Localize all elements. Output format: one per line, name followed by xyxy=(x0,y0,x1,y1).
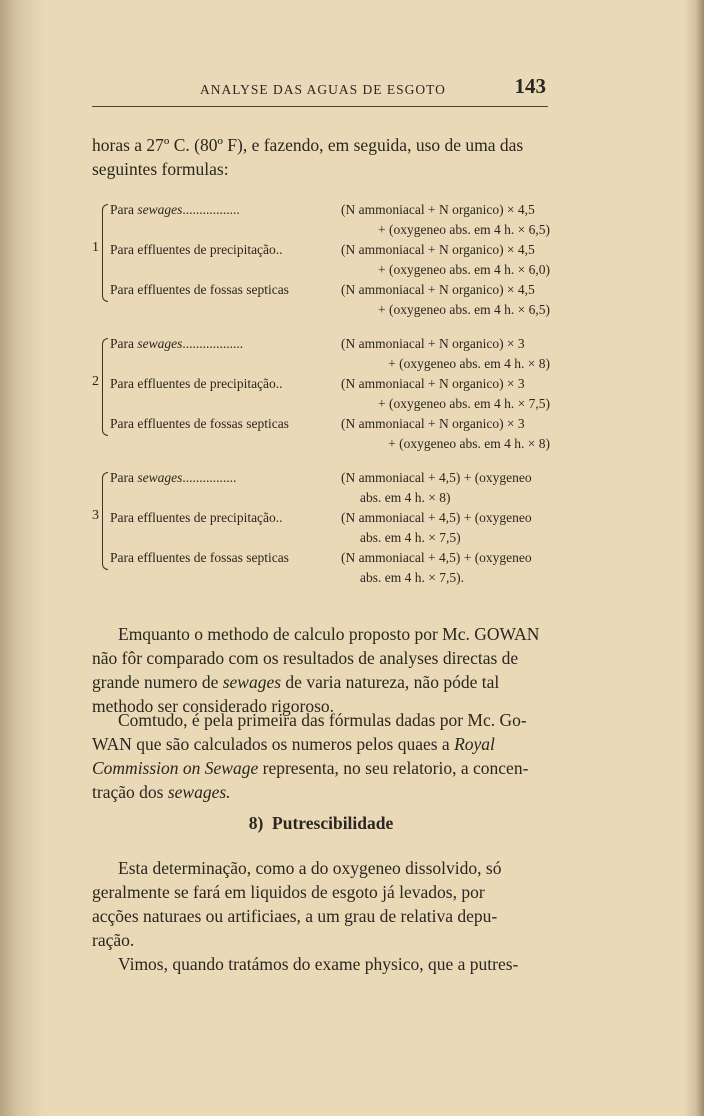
intro-paragraph xyxy=(92,133,550,181)
formula-expression: (N ammoniacal + N organico) × 4,5 xyxy=(341,282,535,297)
formula-label: Para effluentes de precipitação xyxy=(110,376,276,391)
formula-row-continuation xyxy=(110,490,556,510)
section-title: Putrescibilidade xyxy=(272,813,394,833)
formula-label: Para xyxy=(110,336,138,351)
page-number: 143 xyxy=(514,74,546,98)
formula-label: Para effluentes de precipitação xyxy=(110,510,276,525)
brace xyxy=(102,204,108,302)
formula-row xyxy=(110,282,556,302)
formula-row-continuation xyxy=(110,262,556,282)
leader-dots: .. xyxy=(275,376,283,391)
section-heading xyxy=(92,813,550,834)
leader-dots: .................. xyxy=(182,336,244,351)
leader-dots: ................. xyxy=(182,202,240,217)
formula-label: Para xyxy=(110,202,138,217)
text-line: ração. xyxy=(92,930,135,950)
paragraph-esta xyxy=(92,856,550,952)
formula-row xyxy=(110,470,556,490)
formula-label: Para effluentes de fossas septicas xyxy=(110,282,289,297)
header-rule xyxy=(92,106,548,107)
formula-expression: (N ammoniacal + 4,5) + (oxygeneo xyxy=(341,550,532,565)
text-line: seguintes formulas: xyxy=(92,159,229,179)
formula-row xyxy=(110,376,556,396)
formula-expression: + (oxygeneo abs. em 4 h. × 6,0) xyxy=(378,262,550,277)
formula-expression: abs. em 4 h. × 7,5) xyxy=(360,530,461,545)
formula-group-3 xyxy=(92,470,556,594)
paragraph-comtudo xyxy=(92,708,550,804)
text-line: Comtudo, é pela primeira das fórmulas dadas por Mc. Go- xyxy=(118,710,527,730)
formula-label: Para effluentes de fossas septicas xyxy=(110,550,289,565)
formula-row-continuation xyxy=(110,436,556,456)
formula-row xyxy=(110,202,556,222)
running-title: ANALYSE DAS AGUAS DE ESGOTO xyxy=(200,82,446,97)
formula-group-1 xyxy=(92,202,556,326)
formula-expression: abs. em 4 h. × 8) xyxy=(360,490,451,505)
formula-row xyxy=(110,550,556,570)
formula-expression: + (oxygeneo abs. em 4 h. × 7,5) xyxy=(378,396,550,411)
formula-row-continuation xyxy=(110,570,556,590)
formula-row-continuation xyxy=(110,222,556,242)
formula-row-continuation xyxy=(110,302,556,322)
formula-group-2 xyxy=(92,336,556,460)
text-line: Esta determinação, como a do oxygeneo dissolvido, só xyxy=(118,858,502,878)
formula-label-italic: sewages xyxy=(137,336,183,351)
paragraph-vimos xyxy=(92,952,550,976)
text-line: methodo ser considerado rigoroso. xyxy=(92,696,335,716)
formula-label: Para effluentes de precipitação xyxy=(110,242,276,257)
formula-expression: abs. em 4 h. × 7,5). xyxy=(360,570,464,585)
formula-row xyxy=(110,336,556,356)
formula-expression: (N ammoniacal + N organico) × 3 xyxy=(341,376,525,391)
formula-group-number: 2 xyxy=(92,374,99,389)
text-line: Vimos, quando tratámos do exame physico, que a putres- xyxy=(118,954,519,974)
formula-expression: (N ammoniacal + N organico) × 3 xyxy=(341,336,525,351)
formula-group-number: 3 xyxy=(92,508,99,523)
formula-row xyxy=(110,416,556,436)
formula-row-continuation xyxy=(110,396,556,416)
leader-dots: .. xyxy=(275,242,283,257)
text-line: geralmente se fará em liquidos de esgoto já levados, por xyxy=(92,882,485,902)
text-line: não fôr comparado com os resultados de analyses directas de xyxy=(92,648,519,668)
formula-expression: (N ammoniacal + N organico) × 4,5 xyxy=(341,202,535,217)
formula-expression: (N ammoniacal + N organico) × 3 xyxy=(341,416,525,431)
brace xyxy=(102,338,108,436)
formula-label-italic: sewages xyxy=(137,470,183,485)
formula-expression: + (oxygeneo abs. em 4 h. × 6,5) xyxy=(378,222,550,237)
formula-label: Para effluentes de fossas septicas xyxy=(110,416,289,431)
text-line: grande numero de sewages de varia natureza, não póde tal xyxy=(92,672,500,692)
formula-label-italic: sewages xyxy=(137,202,183,217)
formula-expression: (N ammoniacal + 4,5) + (oxygeneo xyxy=(341,510,532,525)
text-line: Commission on Sewage representa, no seu relatorio, a concen- xyxy=(92,758,529,778)
formula-row xyxy=(110,242,556,262)
formula-row-continuation xyxy=(110,530,556,550)
formula-expression: + (oxygeneo abs. em 4 h. × 8) xyxy=(388,436,550,451)
formula-label: Para xyxy=(110,470,138,485)
page-header xyxy=(92,72,548,108)
text-line: acções naturaes ou artificiaes, a um grau de relativa depu- xyxy=(92,906,498,926)
text-line: horas a 27º C. (80º F), e fazendo, em seguida, uso de uma das xyxy=(92,135,524,155)
leader-dots: ................ xyxy=(182,470,237,485)
formula-row-continuation xyxy=(110,356,556,376)
text-line: tração dos sewages. xyxy=(92,782,231,802)
formula-group-number: 1 xyxy=(92,240,99,255)
formula-expression: (N ammoniacal + 4,5) + (oxygeneo xyxy=(341,470,532,485)
leader-dots: .. xyxy=(275,510,283,525)
formula-expression: + (oxygeneo abs. em 4 h. × 6,5) xyxy=(378,302,550,317)
formula-expression: (N ammoniacal + N organico) × 4,5 xyxy=(341,242,535,257)
formula-expression: + (oxygeneo abs. em 4 h. × 8) xyxy=(388,356,550,371)
paragraph-emquanto xyxy=(92,622,550,718)
section-number: 8) xyxy=(248,813,264,833)
formula-row xyxy=(110,510,556,530)
text-line: Emquanto o methodo de calculo proposto por Mc. GOWAN xyxy=(118,624,540,644)
text-line: WAN que são calculados os numeros pelos quaes a Royal xyxy=(92,734,495,754)
brace xyxy=(102,472,108,570)
